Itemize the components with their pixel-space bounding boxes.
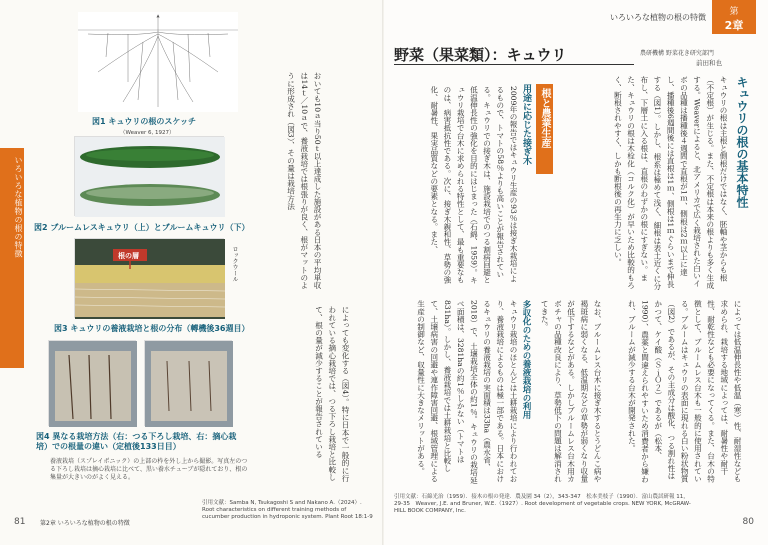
svg-text:▲: ▲ — [156, 13, 160, 18]
title-rule — [394, 64, 634, 65]
fig4-description: 養液栽培（スプレイポニック）の上部の枠を外し上から撮影。写真左のつる下ろし栽培は摘心栽培に比べて、黒い養水チューブが隠れており、根の集量が大きいのがよく見える。 — [50, 458, 248, 481]
root-sketch-figure — [78, 12, 238, 112]
right-citation: 引用文献：石綿光治（1959）．接木の根の発達．農及園 34（2），343-347 松本美枝子（1990）．富山農試研報 11，29-35 Weaver, J.E. and Bruner, W.E.（1927）. Root development of vegetable crops. NEW YORK, McGRAW-HILL BOOK COMPANY, Inc. — [394, 494, 691, 514]
rockwool-illustration — [75, 239, 225, 319]
cucumber-photo — [74, 136, 224, 216]
bloomless-text: なお、ブルームレス台木に接ぎ木するとうどんこ病や褐斑病に弱くなる、低温期などの草勢が弱くなり収量が低下するなどがある。しかしブルームレス台木用カボチャの品種改良により、草勢低下の問題は解消されてきた。 — [540, 300, 602, 483]
main-heading: キュウリの根の基本特性 — [735, 76, 749, 208]
fig1-source: （Weaver 6, 1927） — [120, 130, 175, 136]
intro-text: キュウリの根は主根と側根だけではなく、胚軸や茎からも根（不定根）が生じる。また、不定根は本来の根よりも多く生成する。Weaverによると、北アメリカで広く栽培された白いイボの品種は播種後４週間で直根が1ｍ、側根は2ｍ以上に達し、播種後6週間後には直根は1ｍ、側根は1ｍぐらいまで伸長する（図1）。しかし、根系は極めて浅く、細根は表土近くに分布し、下層土に入る根は、直根のわずかの根にすぎない。また、キュウリの根は木栓化（コルク化）が早いため比較的もろく、断根されやすく、しかも断根後の再生力に乏しい。 — [613, 76, 728, 290]
right-page — [384, 0, 768, 545]
left-citation: 引用文献：Samba N, Tsukagoshi S and Nakano A.（2024）. Root characteristics on different training methods of cucumber production in hydroponic system. Plant Root 18:1-9 — [202, 500, 373, 520]
right-page-number: 80 — [742, 517, 754, 527]
author-affiliation: 農研機構 野菜花き研究部門 — [640, 50, 714, 57]
fig1-caption: 図1 キュウリの根のスケッチ — [92, 117, 196, 126]
fig3-root-label: 根の層 — [118, 252, 139, 260]
author-name: 前田和也 — [696, 59, 722, 67]
left-footer: 第2章 いろいろな植物の根の特徴 — [40, 520, 130, 527]
trellis-photo-right — [145, 341, 233, 427]
root-agri-badge: 根と農業生産 — [536, 84, 553, 174]
cucumber-illustration — [75, 137, 225, 217]
left-body-column-1: おいても10ａ当り50ｔ以上達成した施設がある日本の平均単収は14ｔ／10ａで、養液栽培では根張りが良く、根がマットのように形成され（図3）、その量は栽培方法 — [286, 72, 322, 289]
fig4-caption: 図4 異なる栽培方法（右：つる下ろし栽培、右：摘心栽培）での根量の違い（定植後133日目） — [36, 432, 237, 451]
rootstock-text: によっては低温伸長性や低温（寒）性、耐湿性なども求められ、栽培する地域によっては、耐暑性や耐干性、耐乾性なども必要になってくる。また、台木の特徴として、ブルームレス台木も一般的に使用されている。ブルームはキュウリの表面に現れる白い粉状物質（図2）であるが、その主成分は酸化、つる割れ性はかつて、ケイ酸（ＳｉＯ２）であるが（松本、1990）、農薬と間違えられやすいため消費者から嫌われ、ブルームが減少する台木が開発された。 — [627, 300, 742, 483]
fig2-caption: 図2 ブルームレスキュウリ（上）とブルームキュウリ（下） — [34, 223, 250, 232]
chapter-badge — [712, 0, 756, 34]
rockwool-photo — [74, 238, 224, 318]
left-body-column-2: によっても変化する（図4）。特に日本で一般的に行われている摘心栽培では、つる下ろし栽培と比較して、根の量が減少することが報告されている — [314, 306, 350, 482]
subheading-graft: 用途に応じた接ぎ木 — [521, 84, 531, 165]
fig3-caption: 図3 キュウリの養液栽培と根の分布（轉機後36週目） — [54, 324, 250, 333]
root-sketch-illustration — [78, 12, 238, 112]
subheading-hydroponic: 多収化のための養液栽培の利用 — [521, 300, 531, 419]
left-page-number: 81 — [14, 517, 26, 527]
article-title: 野菜（果菜類）：キュウリ — [394, 46, 567, 64]
running-head: いろいろな植物の根の特徴 — [610, 13, 706, 22]
fig4-photo-right — [144, 340, 232, 426]
fig4-photo-left — [48, 340, 136, 426]
chapter-side-tab: いろいろな植物の根の特徴 — [0, 148, 24, 368]
chapter-badge-top: 第 — [729, 7, 739, 17]
hydroponic-text: キュウリ栽培のほとんどは土耕栽培により行われており、養液栽培によるものは極一部である。日本におけるキュウリの養液栽培の実面積は33ha（農水省、2018）で、土壌栽培全体の約1％。キュウリの栽培延べ面積は、3281haの約1％しかない（トマトは831ha）。しかし、養液栽培では土耕栽培と比較して、土壌病害の回避や連作障害回避、根域管理による生産の制御など、収量性に大きなメリットがある。 — [416, 300, 518, 484]
chapter-badge-number: 2章 — [724, 19, 744, 32]
fig3-wool-label: ロックウール — [231, 246, 238, 282]
graft-text: 2009年の報告ではキュウリ生産の93％は接ぎ木栽培によるもので、トマトの58％よりも高いことが報告されている。キュウリでの接ぎ木は、施設栽培でのつる割病回避と低温伸長性の強化を目的にはじまった（石綿、1959）。キュウリ栽培で台木に求められる特性として、最も重要なものは、病害抵抗性である。次に、接ぎ木親和性、草勢の強化、耐暑性、果実品質などの要素となる。また、 — [429, 86, 518, 284]
trellis-photo-left — [49, 341, 137, 427]
